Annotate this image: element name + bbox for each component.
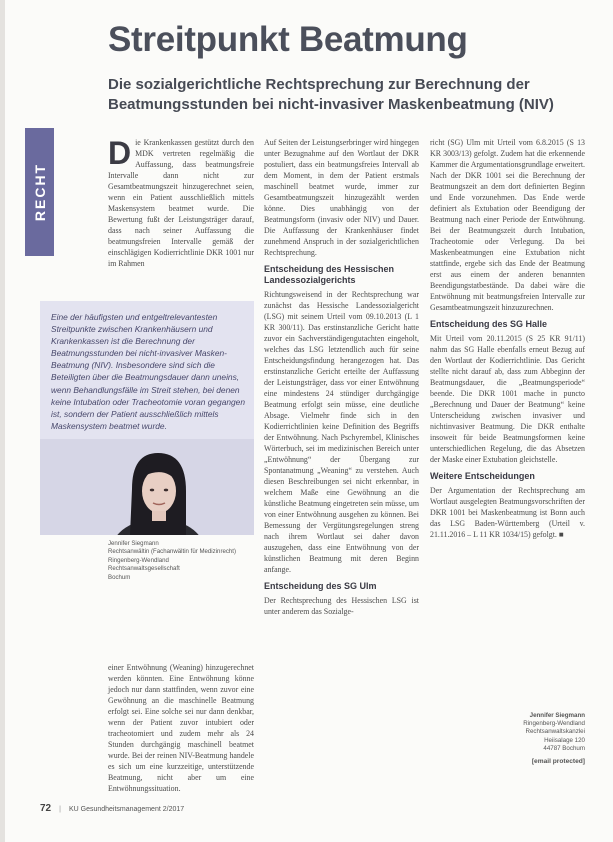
page-footer <box>40 803 585 814</box>
drop-cap: D <box>108 135 132 171</box>
article-subtitle: Die sozialgerichtliche Rechtsprechung zur Berechnung der Beatmungsstunden bei nicht-invasiver Maskenbeatmung (NIV) <box>108 76 554 113</box>
pull-quote: Eine der häufigsten und entgeltrelevantesten Streitpunkte zwischen Krankenhäusern und Krankenkassen ist die Berechnung der Beatmungsstunden bei nicht-invasiver Masken-Beatmung (NIV). Insbesondere sind sich die Beteiligten über die Beatmungsdauer dann uneins, wenn Behandlungsfälle im Streit stehen, bei denen keine Intubation oder Tracheotomie voran gegangen ist, sondern der Patient ausschließlich mittels Maskensystem beatmet wurde. <box>51 312 245 431</box>
column-1-bottom <box>108 662 254 796</box>
column-1-top <box>108 137 254 271</box>
author-firm-type: Rechtsanwaltskanzlei <box>525 728 585 736</box>
col3-paragraph-3 <box>430 485 585 540</box>
author-photo <box>40 439 254 535</box>
heading-hessisches-lsg: Entscheidung des Hessischen Landessozialgerichts <box>264 264 395 285</box>
heading-weitere: Weitere Entscheidungen <box>430 471 535 481</box>
col2-paragraph-2: Richtungsweisend in der Rechtsprechung war zunächst das Hessische Landessozialgericht (LSG) mit seinem Urteil vom 09.10.2013 (L 1 KR 300/11). Das erstinstanzliche Gericht hatte zuvor ein Sachverständigengutachten eingeholt, welches das LSG letztendlich auch für seine Entscheidungsfindung herangezogen hat. Das erstinstanzliche Gericht erteilte der Auffassung der Leistungsträger, dass vor einer Entwöhnung eine mindestens 24 stündiger durchgängige Beatmung erfolgt sein müsse, eine deutliche Absage. Vielmehr finde sich in den Kodierrichtlinien keine Definition des Begriffs der Entwöhnung. Nach Pschyrembel, Klinisches Wörterbuch, sei im medizinischen Bereich unter „Entwöhnung“ der Übergang zur Spontanatmung „Weaning“ zu verstehen. Auch diesen Beschreibungen sei nicht erkennbar, in welchem Maße eine Gewöhnung an die künstliche Beatmung eingetreten sein müsse, um von einer Entwöhnung ausgehen zu können. Bei Bemessung der Vergütungsregelungen streng nach ihrem Wortlaut sei daher davon auszugehen, dass eine Entwöhnung von der künstlichen Beatmung mit deren Beginn anfange. <box>264 290 419 574</box>
author-firm: Ringenberg-Wendland <box>523 720 585 728</box>
column-2 <box>264 137 419 619</box>
col2-paragraph-1: Auf Seiten der Leistungserbringer wird hingegen unter Bezugnahme auf den Wortlaut der DKR postuliert, dass ein beatmungsfreies Intervall ab dem Moment, in dem der Patient erstmals maschinell beatmet wurde, immer zur Gesamtbeatmungszeit hinzugezählt werden könne. Dies unabhängig von der Beatmungsform (invasiv oder NIV) und Dauer. Die Auffassung der Krankenhäuser findet zunehmend Anspruch in der sozialgerichtlichen Rechtsprechung. <box>264 138 419 257</box>
heading-sg-halle: Entscheidung des SG Halle <box>430 319 548 329</box>
photo-caption <box>108 540 254 582</box>
heading-sg-ulm: Entscheidung des SG Ulm <box>264 581 377 591</box>
caption-title: Rechtsanwältin (Fachanwältin für Medizinrecht) <box>108 548 237 556</box>
author-contact <box>430 712 585 766</box>
author-name: Jennifer Siegmann <box>529 712 585 719</box>
portrait-image <box>40 439 254 535</box>
caption-city: Bochum <box>108 573 131 581</box>
pull-quote-box <box>40 301 254 439</box>
col3-paragraph-1: richt (SG) Ulm mit Urteil vom 6.8.2015 (S 13 KR 3003/13) gefolgt. Zudem hat die erkennende Kammer die Argumentationsgrundlage erweitert. Nach der DKR 1001 sei die Berechnung der Beatmungszeit an dem dort definierten Beginn und Ende vorzunehmen. Das Ende werde definiert als Extubation oder Beendigung der Beatmung nach einer Periode der Entwöhnung. Bei der Beatmungszeit durch Intubation, Tracheotomie oder Verlegung. Da bei Maskenbeatmungen eine Extubation nicht stattfinde, ergebe sich das Ende der Beatmung erst aus einem der anderen benannten Beendigungstatbestände. Da dabei wäre die Entwöhnung mit beatmungsfreien Intervalle zur Gesamtbeatmungszeit hinzuzurechnen. <box>430 138 585 312</box>
page-edge <box>0 0 5 842</box>
author-email[interactable]: [email protected] <box>531 758 585 766</box>
page-number: 72 <box>40 803 52 814</box>
weaning-paragraph: einer Entwöhnung (Weaning) hinzugerechnet werden könnten. Eine Entwöhnung könne jedoch nur dann stattfinden, wenn zuvor eine Gewöhnung an die maschinelle Beatmung erfolgt sei. Eine solche sei nur dann denkbar, wenn der Patient zuvor intubiert oder tracheotomiert und zudem mehr als 24 Stunden durchgängig maschinell beatmet wurde. Bei der reinen NIV-Beatmung handele es sich um eine kurzzeitige, unterstützende Beatmung, nicht aber um eine Entwöhnungssituation. <box>108 663 254 793</box>
author-city: 44787 Bochum <box>543 744 585 752</box>
section-rubric-label: RECHT <box>31 162 48 222</box>
article-title: Streitpunkt Beatmung <box>108 20 468 59</box>
col3-paragraph-2: Mit Urteil vom 20.11.2015 (S 25 KR 91/11) nahm das SG Halle ebenfalls erneut Bezug auf den Wortlaut der Kodierrichtlinie. Das Gericht stellte nicht darauf ab, dass zum Abbeginn der Beatmungsdauer, die „Beatmungsperiode“ beende. Die DKR 1001 mache in puncto „Berechnung und Dauer der Beatmung“ keine Unterscheidung zwischen invasiver und nichtinvasiver Beatmung. Die DKR enthalte insoweit für beide Beatmungsformen keine unterschiedlichen Regelung, die das Absetzen der Maske einer Extubation gleichstelle. <box>430 334 585 464</box>
magazine-name: KU Gesundheitsmanagement 2/2017 <box>68 806 185 813</box>
intro-text: ie Krankenkassen gestützt durch den MDK vertreten regelmäßig die Auffassung, dass beatmungsfreie Intervalle dann nicht zur Gesamtbeatmungszeit hinzugerechnet seien, wenn ein Patient ausschließlich mittels Maskensystem beatmet wurde. Die Bewertung fußt der Leistungsträger darauf, dass nach seiner Auffassung die beatmungsfreien Intervalle gemäß der einschlägigen Kodierrichtlinie DKR 1001 nur im Rahmen <box>108 138 254 268</box>
caption-name: Jennifer Siegmann <box>108 540 159 547</box>
end-mark: ■ <box>558 530 564 539</box>
footer-separator: | <box>59 806 61 813</box>
section-rubric <box>25 128 54 256</box>
col3-paragraph-3-text: Der Argumentation der Rechtsprechung am Wortlaut ausgelegten Beatmungsvorschriften der DKR 1001 bei Maskenbeatmung ist Bonn auch das LSG Baden-Württemberg (Urteil v. 21.11.2016 – L 11 KR 1034/15) gefolgt. <box>430 486 585 539</box>
col2-paragraph-3: Der Rechtsprechung des Hessischen LSG ist unter anderem das Sozialge- <box>264 596 419 616</box>
author-street: Heiisalage 120 <box>544 736 585 744</box>
intro-paragraph <box>108 137 254 269</box>
caption-firm-type: Rechtsanwaltsgesellschaft <box>108 565 180 573</box>
column-3 <box>430 137 585 542</box>
caption-firm: Ringenberg-Wendland <box>108 556 169 564</box>
